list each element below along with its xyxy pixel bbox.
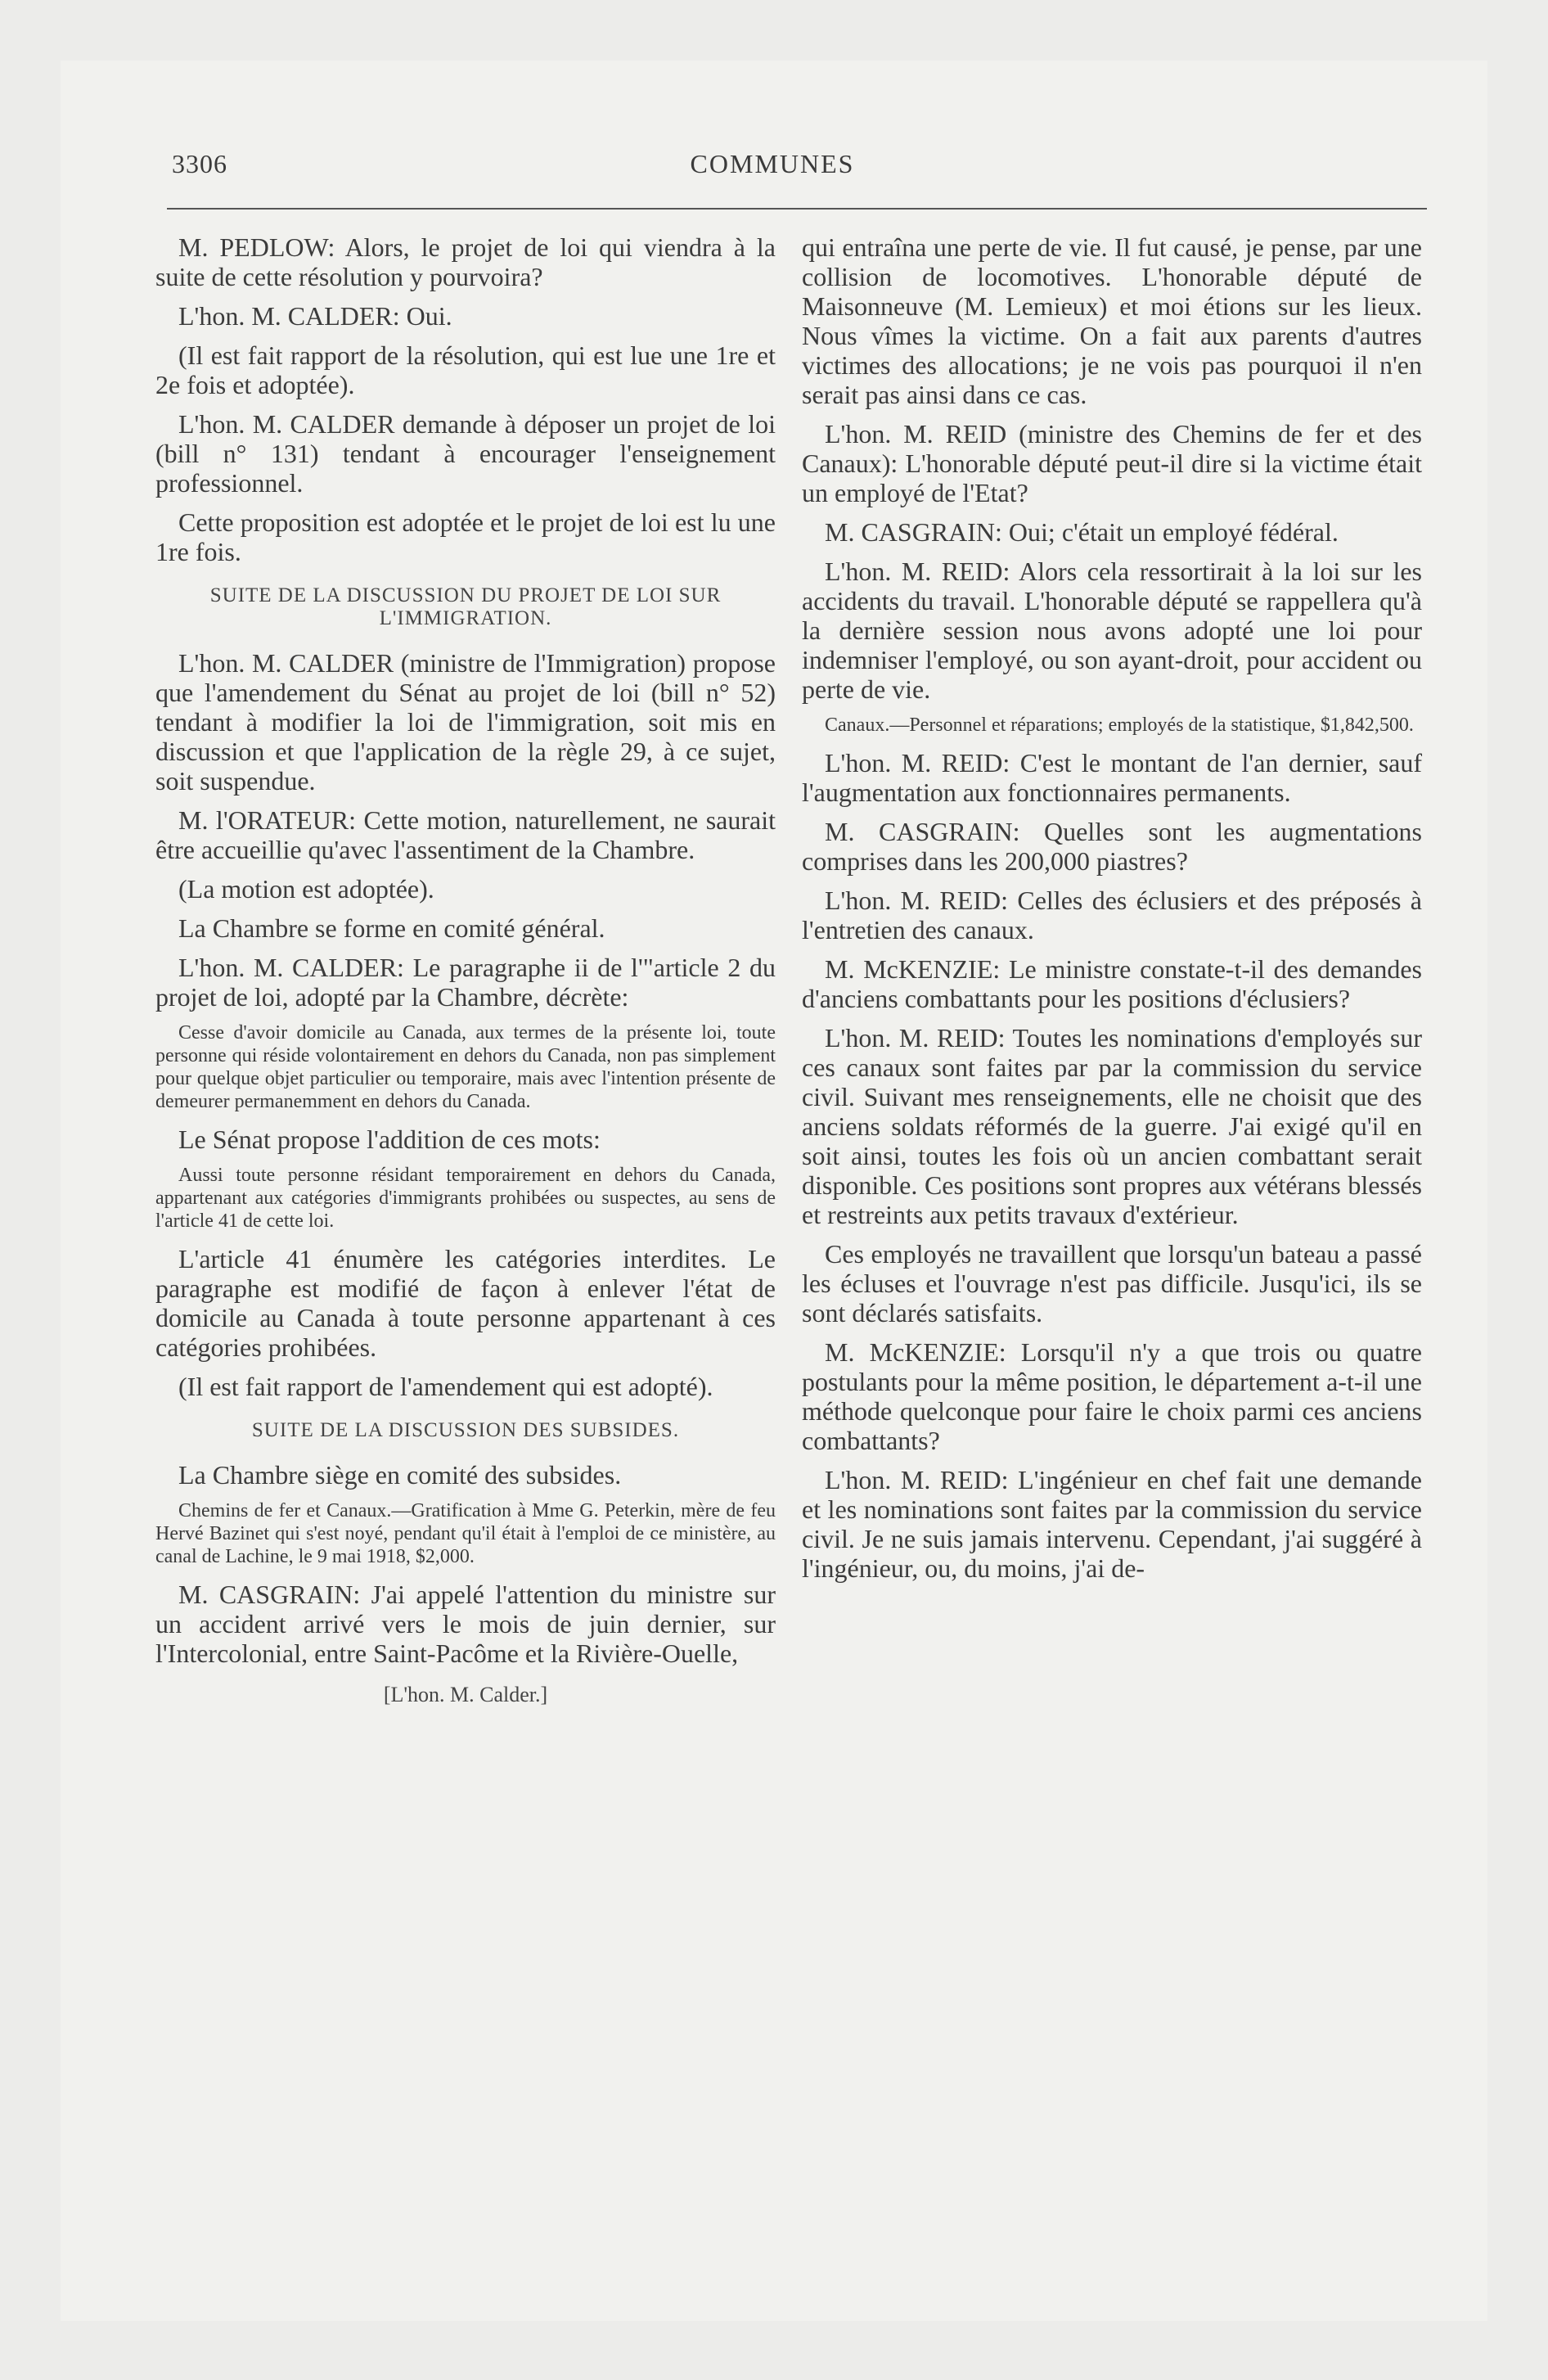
section-heading: SUITE DE LA DISCUSSION DU PROJET DE LOI SUR L'IMMIGRATION. [209,584,722,629]
paragraph: L'hon. M. REID (ministre des Chemins de fer et des Canaux): L'honorable député peut-il dire si la victime était un employé de l'Etat? [802,419,1422,507]
paragraph: L'hon. M. CALDER demande à déposer un projet de loi (bill n° 131) tendant à encourager l'enseignement professionnel. [155,409,776,498]
page-number: 3306 [172,149,227,178]
paragraph: L'article 41 énumère les catégories interdites. Le paragraphe est modifié de façon à enlever l'état de domicile au Canada à toute personne appartenant à ces catégories prohibées. [155,1244,776,1362]
paragraph: L'hon. M. CALDER: Le paragraphe ii de l'"article 2 du projet de loi, adopté par la Chambre, décrète: [155,953,776,1012]
budget-item: Canaux.—Personnel et réparations; employés de la statistique, $1,842,500. [825,714,1414,736]
paragraph: M. CASGRAIN: Oui; c'était un employé fédéral. [825,517,1339,547]
paragraph: M. McKENZIE: Lorsqu'il n'y a que trois ou quatre postulants pour la même position, le département a-t-il une méthode quelconque pour faire le choix parmi ces anciens combattants? [802,1337,1422,1455]
paragraph: M. CASGRAIN: Quelles sont les augmentations comprises dans les 200,000 piastres? [802,817,1422,876]
paragraph: L'hon. M. REID: Celles des éclusiers et des préposés à l'entretien des canaux. [802,886,1422,944]
paragraph: Cette proposition est adoptée et le projet de loi est lu une 1re fois. [155,507,776,566]
budget-item: Chemins de fer et Canaux.—Gratification à Mme G. Peterkin, mère de feu Hervé Bazinet qui s'est noyé, pendant qu'il était à l'emploi de ce ministère, au canal de Lachine, le 9 mai 1918, $2,000. [155,1500,776,1567]
paragraph: M. McKENZIE: Le ministre constate-t-il des demandes d'anciens combattants pour les positions d'éclusiers? [802,954,1422,1013]
paragraph: (Il est fait rapport de la résolution, qui est lue une 1re et 2e fois et adoptée). [155,340,776,399]
paragraph: La Chambre siège en comité des subsides. [178,1460,622,1490]
paragraph: Le Sénat propose l'addition de ces mots: [178,1125,601,1154]
page-title: COMMUNES [690,149,855,178]
paragraph: M. CASGRAIN: J'ai appelé l'attention du ministre sur un accident arrivé vers le mois de juin dernier, sur l'Intercolonial, entre Saint-Pacôme et la Rivière-Ouelle, [155,1580,776,1668]
paragraph: L'hon. M. REID: C'est le montant de l'an dernier, sauf l'augmentation aux fonctionnaires permanents. [802,748,1422,807]
paragraph: Ces employés ne travaillent que lorsqu'un bateau a passé les écluses et l'ouvrage n'est pas difficile. Jusqu'ici, ils se sont déclarés satisfaits. [802,1239,1422,1327]
paragraph: (Il est fait rapport de l'amendement qui est adopté). [178,1372,713,1401]
section-heading: SUITE DE LA DISCUSSION DES SUBSIDES. [251,1419,680,1441]
paragraph: qui entraîna une perte de vie. Il fut causé, je pense, par une collision de locomotives. L'honorable député de Maisonneuve (M. Lemieux) et moi étions sur les lieux. Nous vîmes la victime. On a fait aux parents d'autres victimes des allocations; je ne vois pas pourquoi il n'en serait pas ainsi dans ce cas. [802,232,1422,409]
page-header [110,149,1435,185]
paragraph: La Chambre se forme en comité général. [178,913,605,943]
block-quote: Aussi toute personne résidant temporairement en dehors du Canada, appartenant aux catégories d'immigrants prohibées ou suspectes, au sens de l'article 41 de cette loi. [155,1165,776,1232]
paragraph: L'hon. M. CALDER (ministre de l'Immigration) propose que l'amendement du Sénat au projet de loi (bill n° 52) tendant à modifier la loi de l'immigration, soit mis en discussion et que l'application de la règle 29, à ce sujet, soit suspendue. [155,648,776,796]
block-quote: Cesse d'avoir domicile au Canada, aux termes de la présente loi, toute personne qui réside volontairement en dehors du Canada, non pas simplement pour quelque objet particulier ou temporaire, mais avec l'intention présente de demeurer permanemment en dehors du Canada. [155,1022,776,1112]
right-column [802,232,1422,1593]
paragraph: M. PEDLOW: Alors, le projet de loi qui viendra à la suite de cette résolution y pourvoira? [155,232,776,291]
paragraph: M. l'ORATEUR: Cette motion, naturellement, ne saurait être accueillie qu'avec l'assentiment de la Chambre. [155,805,776,864]
paragraph: (La motion est adoptée). [178,874,434,904]
paragraph: L'hon. M. REID: L'ingénieur en chef fait une demande et les nominations sont faites par la commission du service civil. Je ne suis jamais intervenu. Cependant, j'ai suggéré à l'ingénieur, ou, du moins, j'ai de- [802,1465,1422,1583]
header-rule [167,208,1427,210]
speaker-signature: [L'hon. M. Calder.] [383,1683,548,1706]
paragraph: L'hon. M. REID: Toutes les nominations d'employés sur ces canaux sont faites par par la commission du service civil. Suivant mes renseignements, elle ne choisit que des anciens soldats réformés de la guerre. J'ai exigé qu'il en soit ainsi, toutes les fois où un ancien combattant serait disponible. Ces positions sont propres aux vétérans blessés et restreints aux petits travaux d'extérieur. [802,1023,1422,1229]
paragraph: L'hon. M. CALDER: Oui. [178,301,452,331]
left-column [155,232,776,1707]
paragraph: L'hon. M. REID: Alors cela ressortirait à la loi sur les accidents du travail. L'honorable député se rappellera qu'à la dernière session nous avons adopté une loi pour indemniser l'employé, ou son ayant-droit, pour accident ou perte de vie. [802,557,1422,704]
